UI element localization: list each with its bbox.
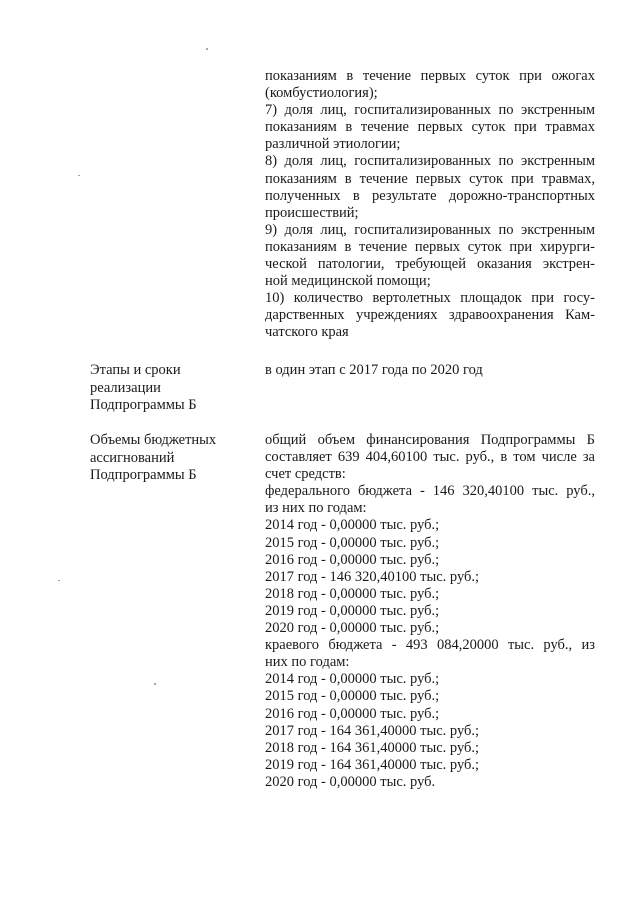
- budget-label: [90, 432, 240, 485]
- budget-text-line: составляет 639 404,60100 тыс. руб., в том числе за: [265, 449, 595, 466]
- stages-label: [90, 362, 240, 415]
- budget-text-line: федерального бюджета - 146 320,40100 тыс. руб.,: [265, 483, 595, 500]
- scan-speck: [206, 48, 208, 50]
- indicator-text-line: 7) доля лиц, госпитализированных по экстренным: [265, 102, 595, 119]
- budget-text-line: 2018 год - 164 361,40000 тыс. руб.;: [265, 739, 480, 756]
- indicator-text-line: (комбустиология);: [265, 85, 378, 102]
- indicator-text-line: показаниям в течение первых суток при травмах,: [265, 170, 595, 187]
- budget-text-line: 2020 год - 0,00000 тыс. руб.: [265, 773, 436, 790]
- budget-label-line: ассигнований: [90, 449, 175, 466]
- indicator-text-line: 8) доля лиц, госпитализированных по экстренным: [265, 153, 595, 170]
- indicator-text-line: ной медицинской помощи;: [265, 273, 431, 290]
- budget-text-line: 2019 год - 0,00000 тыс. руб.;: [265, 602, 440, 619]
- scan-speck: [78, 175, 80, 176]
- budget-text-line: 2020 год - 0,00000 тыс. руб.;: [265, 620, 440, 637]
- indicator-text-line: чатского края: [265, 324, 349, 341]
- indicator-text-line: 9) доля лиц, госпитализированных по экстренным: [265, 221, 595, 238]
- indicator-text-line: показаниям в течение первых суток при хирурги-: [265, 238, 595, 255]
- budget-text-line: 2016 год - 0,00000 тыс. руб.;: [265, 705, 440, 722]
- indicators-list-continuation: [265, 68, 595, 342]
- indicator-text-line: полученных в результате дорожно-транспортных: [265, 187, 595, 204]
- stages-label-line: реализации: [90, 379, 161, 396]
- indicator-text-line: показаниям в течение первых суток при ожогах: [265, 68, 595, 84]
- budget-text-line: краевого бюджета - 493 084,20000 тыс. руб., из: [265, 637, 595, 654]
- budget-text-line: счет средств:: [265, 466, 346, 483]
- stages-label-line: Этапы и сроки: [90, 362, 181, 378]
- indicator-text-line: дарственных учреждениях здравоохранения Кам-: [265, 307, 595, 324]
- budget-text-line: из них по годам:: [265, 500, 367, 517]
- stages-value: [265, 362, 595, 379]
- budget-text-line: них по годам:: [265, 654, 350, 671]
- budget-label-line: Подпрограммы Б: [90, 467, 197, 484]
- budget-text-line: общий объем финансирования Подпрограммы Б: [265, 432, 595, 448]
- indicator-text-line: 10) количество вертолетных площадок при госу-: [265, 290, 595, 307]
- budget-text-line: 2014 год - 0,00000 тыс. руб.;: [265, 671, 440, 688]
- indicator-text-line: ческой патологии, требующей оказания экстрен-: [265, 256, 595, 273]
- scan-speck: [154, 683, 156, 685]
- budget-text-line: 2016 год - 0,00000 тыс. руб.;: [265, 551, 440, 568]
- budget-text-line: 2017 год - 164 361,40000 тыс. руб.;: [265, 722, 480, 739]
- budget-text-line: 2019 год - 164 361,40000 тыс. руб.;: [265, 756, 480, 773]
- scan-speck: [58, 580, 60, 581]
- stages-value-text: в один этап с 2017 года по 2020 год: [265, 362, 483, 378]
- stages-label-line: Подпрограммы Б: [90, 397, 197, 414]
- budget-text-line: 2017 год - 146 320,40100 тыс. руб.;: [265, 568, 480, 585]
- budget-text-line: 2014 год - 0,00000 тыс. руб.;: [265, 517, 440, 534]
- budget-label-line: Объемы бюджетных: [90, 432, 217, 448]
- indicator-text-line: показаниям в течение первых суток при травмах: [265, 119, 595, 136]
- budget-text-line: 2015 год - 0,00000 тыс. руб.;: [265, 688, 440, 705]
- budget-text-line: 2015 год - 0,00000 тыс. руб.;: [265, 534, 440, 551]
- budget-text-line: 2018 год - 0,00000 тыс. руб.;: [265, 585, 440, 602]
- budget-details: [265, 432, 595, 791]
- indicator-text-line: происшествий;: [265, 204, 359, 221]
- indicator-text-line: различной этиологии;: [265, 136, 401, 153]
